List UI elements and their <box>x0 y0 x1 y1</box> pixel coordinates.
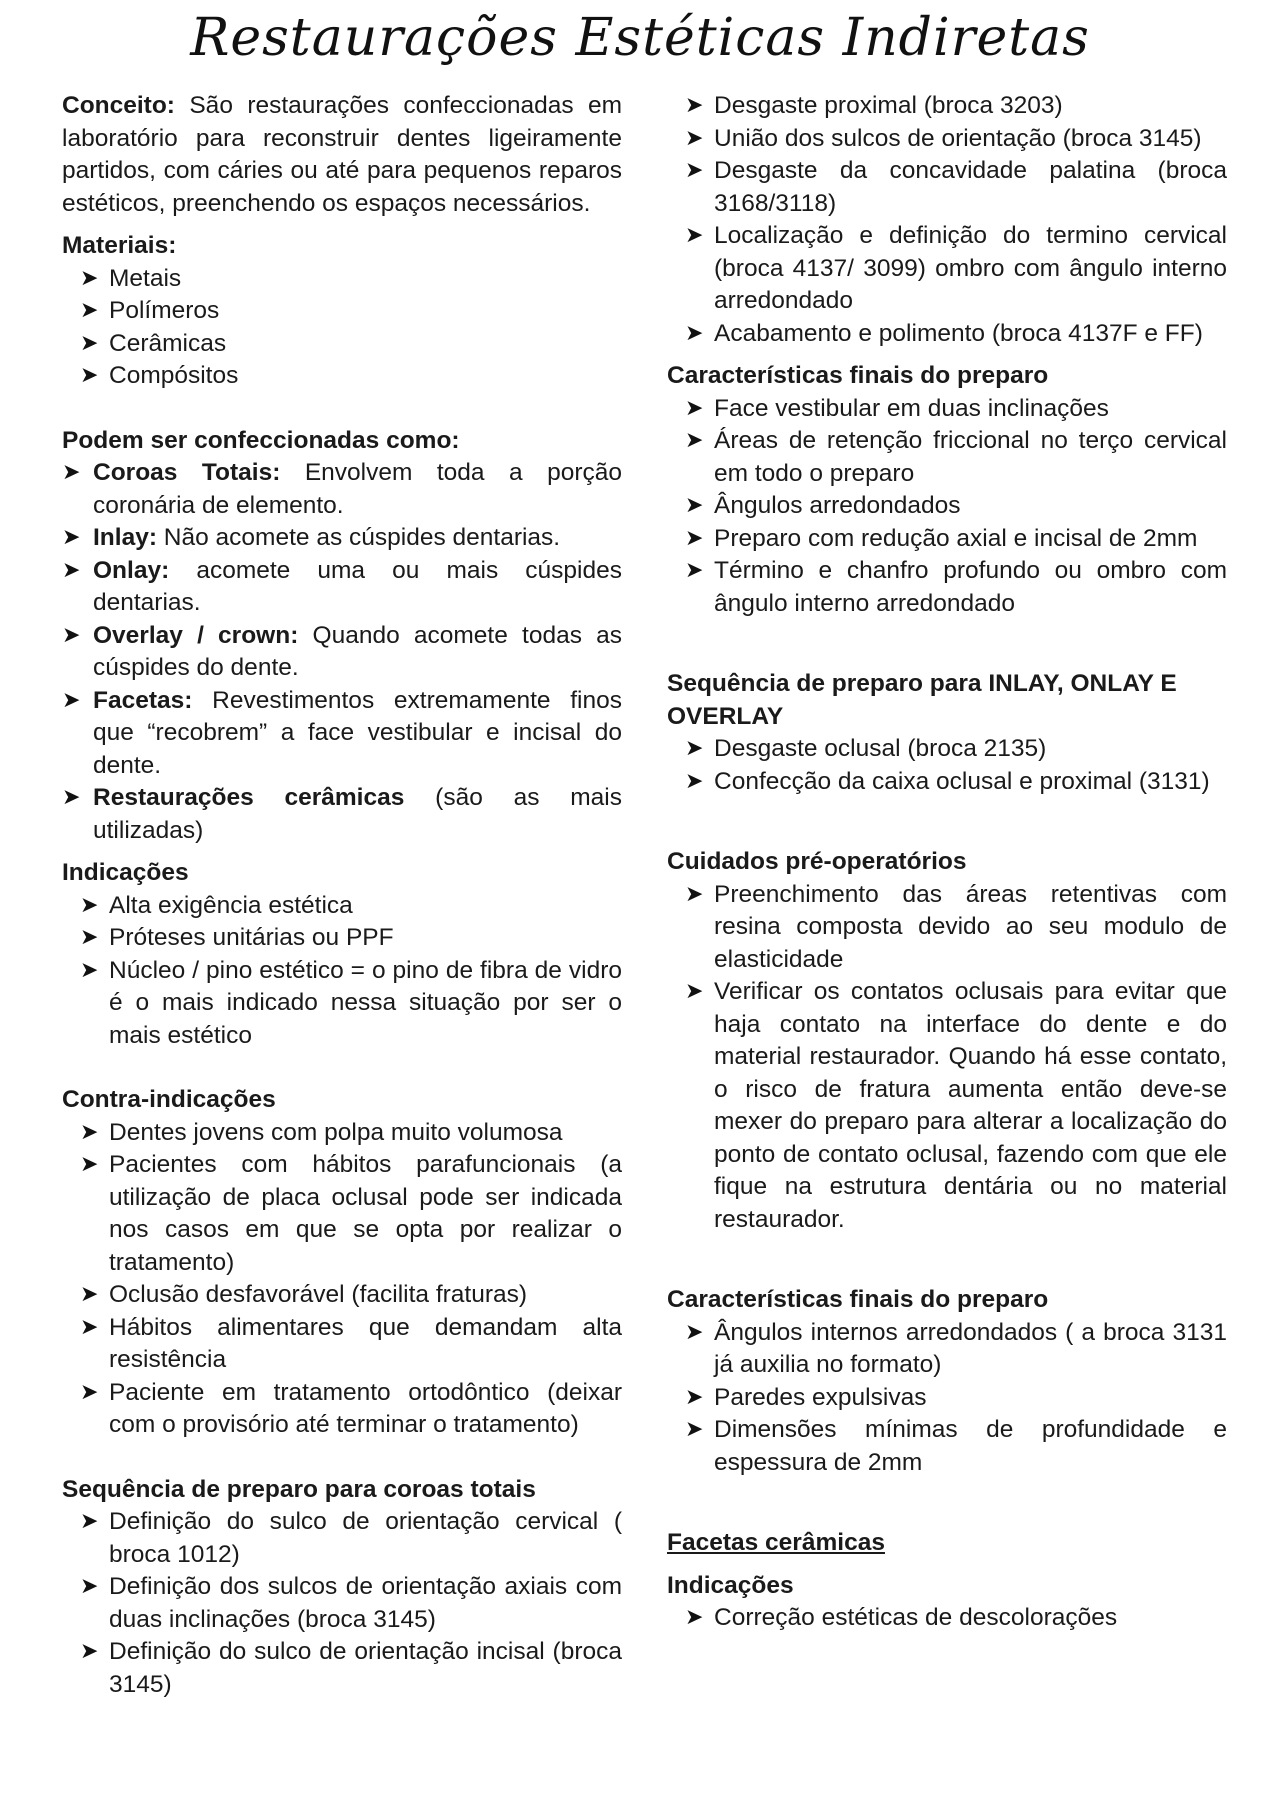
list-item: ➤ Alta exigência estética <box>62 890 622 923</box>
podem-list <box>62 457 622 847</box>
list-item: ➤ Pacientes com hábitos parafuncionais (a utilização de placa oclusal pode ser indicada nos casos em que se opta por realizar o tratamento) <box>80 1151 622 1276</box>
list-item: ➤ Desgaste proximal (broca 3203) <box>667 90 1227 123</box>
arrowhead-bullet-icon: ➤ <box>80 1119 99 1145</box>
arrowhead-bullet-icon: ➤ <box>80 1314 99 1340</box>
list-item: ➤ Confecção da caixa oclusal e proximal (3131) <box>667 766 1227 799</box>
arrowhead-bullet-icon: ➤ <box>62 525 81 550</box>
arrowhead-bullet-icon: ➤ <box>685 493 704 518</box>
sequencia-inlay-list <box>667 733 1227 798</box>
indicacoes-heading: Indicações <box>62 859 189 886</box>
arrowhead-bullet-icon: ➤ <box>80 925 99 950</box>
list-item: ➤ Verificar os contatos oclusais para evitar que haja contato na interface do dente e do material restaurador. Quando há esse contato, o risco de fratura aumenta então deve-se mexer do preparo para alterar a localização do ponto de contato oclusal, fazendo com que ele fique na estrutura dentária ou no material restaurador. <box>685 978 1227 1233</box>
arrowhead-bullet-icon: ➤ <box>80 298 99 323</box>
arrowhead-bullet-icon: ➤ <box>685 395 704 421</box>
facetas-heading: Facetas cerâmicas <box>667 1529 885 1556</box>
list-item: ➤ Cerâmicas <box>62 328 622 361</box>
podem-heading: Podem ser confeccionadas como: <box>62 426 460 454</box>
conceito-text: São restaurações confeccionadas em laboratório para reconstruir dentes ligeiramente partidos, com cáries ou até para pequenos reparos estéticos, preenchendo os espaços necessários. <box>62 92 622 217</box>
arrowhead-bullet-icon: ➤ <box>685 158 704 183</box>
list-item: ➤ Hábitos alimentares que demandam alta resistência <box>80 1313 622 1373</box>
list-item: ➤ Polímeros <box>62 295 622 328</box>
arrowhead-bullet-icon: ➤ <box>685 979 704 1004</box>
arrowhead-bullet-icon: ➤ <box>685 223 704 248</box>
arrowhead-bullet-icon: ➤ <box>685 558 704 583</box>
list-item: ➤ Oclusão desfavorável (facilita fraturas) <box>62 1279 622 1312</box>
list-item: ➤ Facetas: Revestimentos extremamente finos que “recobrem” a face vestibular e incisal do dente. <box>62 686 622 779</box>
arrowhead-bullet-icon: ➤ <box>62 557 81 583</box>
arrowhead-bullet-icon: ➤ <box>62 622 81 648</box>
list-item: ➤ Overlay / crown: Quando acomete todas as cúspides do dente. <box>62 621 622 681</box>
caracteristicas-2-list <box>667 1317 1227 1480</box>
contra-list <box>62 1117 622 1442</box>
caracteristicas-heading: Características finais do preparo <box>667 362 1049 389</box>
list-item: ➤ Metais <box>62 263 622 296</box>
arrowhead-bullet-icon: ➤ <box>685 93 704 118</box>
arrowhead-bullet-icon: ➤ <box>80 330 99 356</box>
list-item: ➤ Áreas de retenção friccional no terço cervical em todo o preparo <box>685 427 1227 487</box>
sequencia-heading: Sequência de preparo para coroas totais <box>62 1475 536 1503</box>
list-item: ➤ Restaurações cerâmicas (são as mais utilizadas) <box>62 784 623 844</box>
arrowhead-bullet-icon: ➤ <box>685 1417 704 1442</box>
indicacoes-2-list <box>667 1602 1227 1635</box>
list-item: ➤ Inlay: Não acomete as cúspides dentarias. <box>62 522 622 555</box>
list-item: ➤ Próteses unitárias ou PPF <box>62 922 622 955</box>
arrowhead-bullet-icon: ➤ <box>685 428 704 453</box>
list-item: ➤ Preenchimento das áreas retentivas com resina composta devido ao seu modulo de elasticidade <box>685 880 1227 973</box>
arrowhead-bullet-icon: ➤ <box>685 125 704 151</box>
arrowhead-bullet-icon: ➤ <box>62 785 81 810</box>
list-item: ➤ Ângulos internos arredondados ( a broca 3131 já auxilia no formato) <box>685 1318 1227 1378</box>
sequencia-inlay-heading: Sequência de preparo para INLAY, ONLAY E OVERLAY <box>667 670 1177 730</box>
materiais-heading: Materiais: <box>62 232 177 259</box>
list-item: ➤ Núcleo / pino estético = o pino de fibra de vidro é o mais indicado nessa situação por ser o mais estético <box>80 956 622 1049</box>
list-item: ➤ Desgaste da concavidade palatina (broca 3168/3118) <box>685 157 1227 217</box>
arrowhead-bullet-icon: ➤ <box>685 1384 704 1410</box>
list-item: ➤ Definição dos sulcos de orientação axiais com duas inclinações (broca 3145) <box>80 1573 622 1633</box>
arrowhead-bullet-icon: ➤ <box>685 768 704 794</box>
cuidados-list <box>667 879 1227 1237</box>
arrowhead-bullet-icon: ➤ <box>80 363 99 388</box>
list-item: ➤ Definição do sulco de orientação incisal (broca 3145) <box>80 1638 622 1698</box>
arrowhead-bullet-icon: ➤ <box>685 1319 704 1345</box>
arrowhead-bullet-icon: ➤ <box>80 1509 99 1534</box>
arrowhead-bullet-icon: ➤ <box>80 1639 99 1664</box>
list-item: ➤ Onlay: acomete uma ou mais cúspides dentarias. <box>62 556 622 616</box>
left-column <box>62 90 622 1701</box>
list-item: ➤ Coroas Totais: Envolvem toda a porção coronária de elemento. <box>62 459 622 519</box>
list-item: ➤ Compósitos <box>62 360 622 393</box>
list-item: ➤ União dos sulcos de orientação (broca 3145) <box>667 123 1227 156</box>
sequencia-list <box>62 1506 622 1701</box>
arrowhead-bullet-icon: ➤ <box>685 320 704 346</box>
materiais-list <box>62 263 622 393</box>
caracteristicas-2-heading: Características finais do preparo <box>667 1286 1049 1313</box>
arrowhead-bullet-icon: ➤ <box>685 736 704 761</box>
conceito-label: Conceito: <box>62 92 175 119</box>
right-column <box>667 90 1227 1635</box>
arrowhead-bullet-icon: ➤ <box>62 460 81 485</box>
sequencia-continued-list <box>667 90 1227 350</box>
list-item: ➤ Paredes expulsivas <box>667 1382 1227 1415</box>
arrowhead-bullet-icon: ➤ <box>80 1379 99 1405</box>
list-item: ➤ Ângulos arredondados <box>667 490 1227 523</box>
list-item: ➤ Face vestibular em duas inclinações <box>667 393 1227 426</box>
cuidados-heading: Cuidados pré-operatórios <box>667 848 967 875</box>
list-item: ➤ Término e chanfro profundo ou ombro com ângulo interno arredondado <box>685 557 1227 617</box>
contra-heading: Contra-indicações <box>62 1086 276 1113</box>
list-item: ➤ Dimensões mínimas de profundidade e espessura de 2mm <box>685 1416 1227 1476</box>
list-item: ➤ Dentes jovens com polpa muito volumosa <box>62 1117 622 1150</box>
caracteristicas-list <box>667 393 1227 621</box>
list-item: ➤ Acabamento e polimento (broca 4137F e FF) <box>667 318 1227 351</box>
list-item: ➤ Definição do sulco de orientação cervical ( broca 1012) <box>80 1508 622 1568</box>
arrowhead-bullet-icon: ➤ <box>80 1152 99 1177</box>
arrowhead-bullet-icon: ➤ <box>80 1574 99 1599</box>
arrowhead-bullet-icon: ➤ <box>80 265 99 291</box>
list-item: ➤ Correção estéticas de descolorações <box>667 1602 1227 1635</box>
arrowhead-bullet-icon: ➤ <box>685 1605 704 1630</box>
arrowhead-bullet-icon: ➤ <box>80 892 99 918</box>
conceito-paragraph <box>62 90 622 220</box>
list-item: ➤ Preparo com redução axial e incisal de 2mm <box>667 523 1227 556</box>
arrowhead-bullet-icon: ➤ <box>685 525 704 551</box>
arrowhead-bullet-icon: ➤ <box>62 687 81 713</box>
indicacoes-2-heading: Indicações <box>667 1571 794 1599</box>
arrowhead-bullet-icon: ➤ <box>685 881 704 907</box>
list-item: ➤ Desgaste oclusal (broca 2135) <box>667 733 1227 766</box>
list-item: ➤ Paciente em tratamento ortodôntico (deixar com o provisório até terminar o tratamento) <box>80 1378 622 1438</box>
page-title: Restaurações Estéticas Indiretas <box>190 8 1090 68</box>
arrowhead-bullet-icon: ➤ <box>80 957 99 983</box>
list-item: ➤ Localização e definição do termino cervical (broca 4137/ 3099) ombro com ângulo interno arredondado <box>685 222 1227 314</box>
indicacoes-list <box>62 890 622 1053</box>
arrowhead-bullet-icon: ➤ <box>80 1282 99 1307</box>
